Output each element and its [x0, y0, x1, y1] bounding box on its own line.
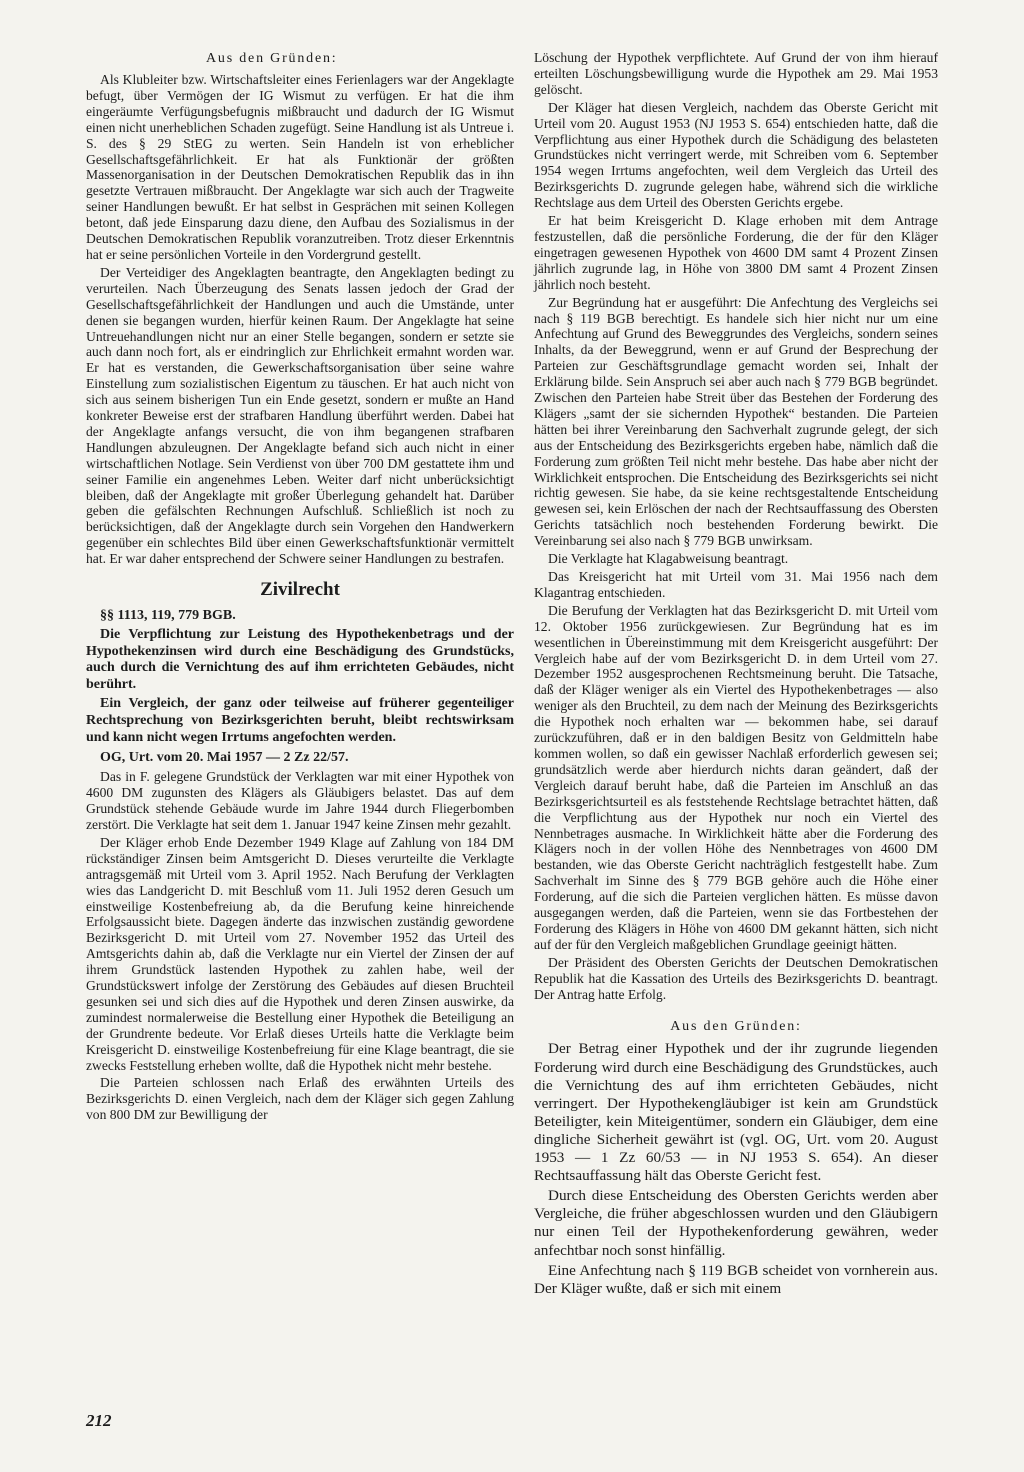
paragraph: Löschung der Hypothek verpflichtete. Auf Grund der von ihm hierauf erteilten Löschungsbewilligung wurde die Hypothek am 29. Mai 1953 gelöscht.	[534, 50, 938, 97]
paragraph: Der Betrag einer Hypothek und der ihr zugrunde liegenden Forderung wird durch eine Beschädigung des Grundstückes, auch die Vernichtung des auf ihm errichteten Gebäudes, nicht verringert. Der Hypothekengläubiger ist kein am Grundstück Beteiligter, kein Miteigentümer, sondern ein Gläubiger, dem eine dingliche Sicherheit gewährt ist (vgl. OG, Urt. vom 20. August 1953 — 1 Zz 60/53 — in NJ 1953 S. 654). An dieser Rechtsauffassung hält das Oberste Gericht fest.	[534, 1040, 938, 1185]
paragraph: Zur Begründung hat er ausgeführt: Die Anfechtung des Vergleichs sei nach § 119 BGB berechtigt. Es handele sich hier nicht nur um eine Anfechtung auf Grund des Beweggrundes des Vergleichs, sondern seines Inhalts, da der Beweggrund, wenn er auf Grund der Besprechung der Parteien zur Geschäftsgrundlage gemacht worden sei, Inhalt der Erklärung bilde. Sein Anspruch sei aber auch nach § 779 BGB begründet. Zwischen den Parteien habe Streit über das Bestehen der Forderung des Klägers „samt der sie sichernden Hypothek“ bestanden. Die Parteien hätten bei ihrer Vereinbarung den Sachverhalt zugrunde gelegt, der sich aus der Entscheidung des Bezirksgerichts ergeben habe, nämlich daß die Forderung zum größten Teil nicht mehr bestehe. Das habe aber nicht der Wirklichkeit entsprochen. Die Entscheidung des Bezirksgerichts sei nicht richtig gewesen. Sie habe, da sie keine rechtsgestaltende Entscheidung gewesen sei, kein Erlöschen der nach der Rechtsauffassung des Obersten Gerichts tatsächlich noch bestehenden Forderung bewirkt. Die Vereinbarung sei also nach § 779 BGB unwirksam.	[534, 294, 938, 549]
citation-line: OG, Urt. vom 20. Mai 1957 — 2 Zz 22/57.	[100, 750, 349, 766]
page-number: 212	[86, 1411, 112, 1430]
paragraph: Er hat beim Kreisgericht D. Klage erhoben mit dem Antrage festzustellen, daß die persönliche Forderung, die der für den Kläger eingetragen gewesenen Hypothek von 4600 DM samt 4 Prozent Zinsen jährlich zugrunde lag, in Höhe von 3800 DM samt 4 Prozent Zinsen jährlich noch besteht.	[534, 213, 938, 292]
heading-reasons-right: Aus den Gründen:	[670, 1019, 802, 1035]
paragraph: Die Verklagte hat Klagabweisung beantragt.	[548, 551, 789, 567]
leitsatz: Die Verpflichtung zur Leistung des Hypothekenbetrags und der Hypothekenzinsen wird durch eine Beschädigung des Grundstücks, auch durch die Vernichtung des auf ihm errichteten Gebäudes, nicht berührt.	[86, 627, 514, 692]
section-title: Zivilrecht	[260, 579, 340, 601]
leitsatz: Ein Vergleich, der ganz oder teilweise auf früherer gegenteiliger Rechtsprechung von Bezirksgerichten beruht, bleibt rechtswirksam und kann nicht wegen Irrtums angefochten werden.	[86, 696, 514, 745]
paragraph: Als Klubleiter bzw. Wirtschaftsleiter eines Ferienlagers war der Angeklagte befugt, über Vermögen der IG Wismut zu verfügen. Er hat die ihm eingeräumte Verfügungsbefugnis mißbraucht und dadurch der IG Wismut einen nicht unerheblichen Schaden zugefügt. Seine Handlung ist als Untreue i. S. des § 29 StEG zu werten. Sein Handeln ist von erheblicher Gesellschaftsgefährlichkeit. Er hat als Funktionär der größten Massenorganisation in der Deutschen Demokratischen Republik das in ihn gesetzte Vertrauen mißbraucht. Der Angeklagte war sich auch der Tragweite seiner Handlungen bewußt. Er hat selbst in Gesprächen mit seinen Kollegen betont, daß jede Einsparung dazu diene, den Aufbau des Sozialismus in der Deutschen Demokratischen Republik voranzutreiben. Trotz dieser Erkenntnis hat er seine persönlichen Vorteile in den Vordergrund gestellt.	[86, 72, 514, 262]
right-column	[534, 50, 938, 1300]
spacer	[534, 1004, 938, 1012]
paragraph: Eine Anfechtung nach § 119 BGB scheidet von vornherein aus. Der Kläger wußte, daß er sich mit einem	[534, 1261, 938, 1297]
paragraph: Die Berufung der Verklagten hat das Bezirksgericht D. mit Urteil vom 12. Oktober 1956 zurückgewiesen. Zur Begründung hat es im wesentlichen in Übereinstimmung mit dem Kreisgericht ausgeführt: Der Vergleich habe auf der vom Bezirksgericht D. in dem Urteil vom 27. Dezember 1952 ausgesprochenen Rechtsmeinung beruht. Die Tatsache, daß der Kläger weniger als ein Viertel des Hypothekenbetrages — also weniger als den Bruchteil, zu dem nach der Meinung des Bezirksgerichts die Hypothek noch erhalten war — bekommen habe, sei darauf zurückzuführen, daß er in den baldigen Besitz von Geldmitteln habe kommen wollen, so daß ein gewisser Nachlaß erforderlich gewesen sei; grundsätzlich werde aber hierdurch nichts daran geändert, daß der Vergleich darauf beruht habe, daß die Parteien im Anschluß an das Bezirksgerichtsurteil es als feststehende Rechtslage betrachtet hätten, daß die Verpflichtung aus der Hypothek nur noch ein Viertel des Nennbetrages ausmache. In Wirklichkeit hätte aber die Forderung des Klägers noch in der vollen Höhe des Nennbetrages von 4600 DM bestanden, wie das Oberste Gericht nachträglich festgestellt habe. Zum Sachverhalt im Sinne des § 779 BGB gehöre auch die Höhe einer Forderung, auf die sich die Parteien verglichen hätten. Es müsse davon ausgegangen werden, daß die Parteien, wenn sie das Fortbestehen der Forderung des Klägers in Höhe von 4600 DM gekannt hätten, sich nicht auf der für den Vergleich maßgeblichen Grundlage geeinigt hätten.	[534, 602, 938, 952]
paragraph: Die Parteien schlossen nach Erlaß des erwähnten Urteils des Bezirksgerichts D. einen Vergleich, nach dem der Kläger sich gegen Zahlung von 800 DM zur Bewilligung der	[86, 1075, 514, 1123]
paragraph: Durch diese Entscheidung des Obersten Gerichts werden aber Vergleiche, die früher abgeschlossen wurden und den Gläubigern nur einen Teil der Hypothekenforderung gewähren, weder anfechtbar noch sonst hinfällig.	[534, 1187, 938, 1259]
reasons-block	[534, 1040, 938, 1297]
paragraph: Das Kreisgericht hat mit Urteil vom 31. Mai 1956 nach dem Klagantrag entschieden.	[534, 569, 938, 600]
paragraph: Der Kläger erhob Ende Dezember 1949 Klage auf Zahlung von 184 DM rückständiger Zinsen beim Amtsgericht D. Dieses verurteilte die Verklagte antragsgemäß mit Urteil vom 3. April 1952. Nach Berufung der Verklagten wies das Landgericht D. mit Beschluß vom 11. Juli 1952 deren Gesuch um einstweilige Kostenbefreiung ab, da die Berufung keine hinreichende Erfolgsaussicht biete. Dagegen änderte das inzwischen zuständig gewordene Bezirksgericht D. mit Urteil vom 27. November 1952 das Urteil des Amtsgerichts dahin ab, daß die Verklagte nur ein Viertel der Zinsen der auf ihrem Grundstück lastenden Hypothek zu zahlen habe, weil der Grundstückswert infolge der Zerstörung des Gebäudes auf diesen Bruchteil gesunken sei und sich dies auf die Hypothek und deren Zinsen auswirke, da zumindest normalerweise die Bestellung einer Hypothek die Beteiligung an der Grundrente bedeute. Vor Erlaß dieses Urteils hatte die Verklagte beim Kreisgericht D. einstweilige Kostenbefreiung für eine Klage beantragt, die sie zwecks Feststellung erheben wollte, daß die Hypothek nicht mehr bestehe.	[86, 834, 514, 1073]
heading-reasons-left: Aus den Gründen:	[206, 51, 338, 66]
paragraph: Der Präsident des Obersten Gerichts der Deutschen Demokratischen Republik hat die Kassation des Urteils des Bezirksgerichts D. beantragt. Der Antrag hatte Erfolg.	[534, 954, 938, 1002]
left-column	[86, 50, 514, 1125]
paragraph: Der Kläger hat diesen Vergleich, nachdem das Oberste Gericht mit Urteil vom 20. August 1953 (NJ 1953 S. 654) entschieden hatte, daß die Verpflichtung aus einer Hypothek durch die Schädigung des belasteten Grundstückes nicht verringert werde, mit Schreiben vom 6. September 1954 wegen Irrtums angefochten, weil dem Vergleich das Urteil des Bezirksgerichts D. zugrunde gelegen habe, während sich die wirkliche Rechtslage aus dem Urteil des Obersten Gerichts ergebe.	[534, 99, 938, 211]
leitsaetze	[86, 627, 514, 746]
paragraph: Das in F. gelegene Grundstück der Verklagten war mit einer Hypothek von 4600 DM zugunsten des Klägers als Gläubigers belastet. Das auf dem Grundstück stehende Gebäude wurde im Jahre 1944 durch Fliegerbomben zerstört. Die Verklagte hat seit dem 1. Januar 1947 keine Zinsen mehr gezahlt.	[86, 769, 514, 832]
paragraph: Der Verteidiger des Angeklagten beantragte, den Angeklagten bedingt zu verurteilen. Nach Überzeugung des Senats lassen jedoch der Grad der Gesellschaftsgefährlichkeit der Handlungen und auch die Umstände, unter denen sie begangen wurden, hierfür keinen Raum. Der Angeklagte hat seine Untreuehandlungen nicht nur an einer Stelle begangen, sondern er setzte sie auch dann noch fort, als er eindringlich zur Ehrlichkeit ermahnt worden war. Er hat es verstanden, die Gewerkschaftsorganisation über seine wahre Einstellung zum sozialistischen Eigentum zu täuschen. Er hat auch nicht von sich aus seinem bisherigen Tun ein Ende gesetzt, sondern er mußte an Hand konkreter Beweise erst der strafbaren Handlung überführt werden. Dabei hat der Angeklagte anfangs versucht, die von ihm begangenen strafbaren Handlungen abzuleugnen. Der Angeklagte befand sich auch nicht in einer wirtschaftlichen Notlage. Sein Verdienst von über 700 DM gestattete ihm und seiner Familie ein angenehmes Leben. Weiter darf nicht unberücksichtigt bleiben, daß der Angeklagte mit großer Überlegung gehandelt hat. Darüber geben die gefälschten Rechnungen Aufschluß. Schließlich ist noch zu berücksichtigen, daß der Angeklagte durch sein Vorgehen den Handwerkern gegenüber ein schlechtes Bild über einen Gewerkschaftsfunktionär vermittelt hat. Er war daher entsprechend der Schwere seiner Handlungen zu bestrafen.	[86, 264, 514, 567]
statutes-line: §§ 1113, 119, 779 BGB.	[100, 608, 236, 624]
